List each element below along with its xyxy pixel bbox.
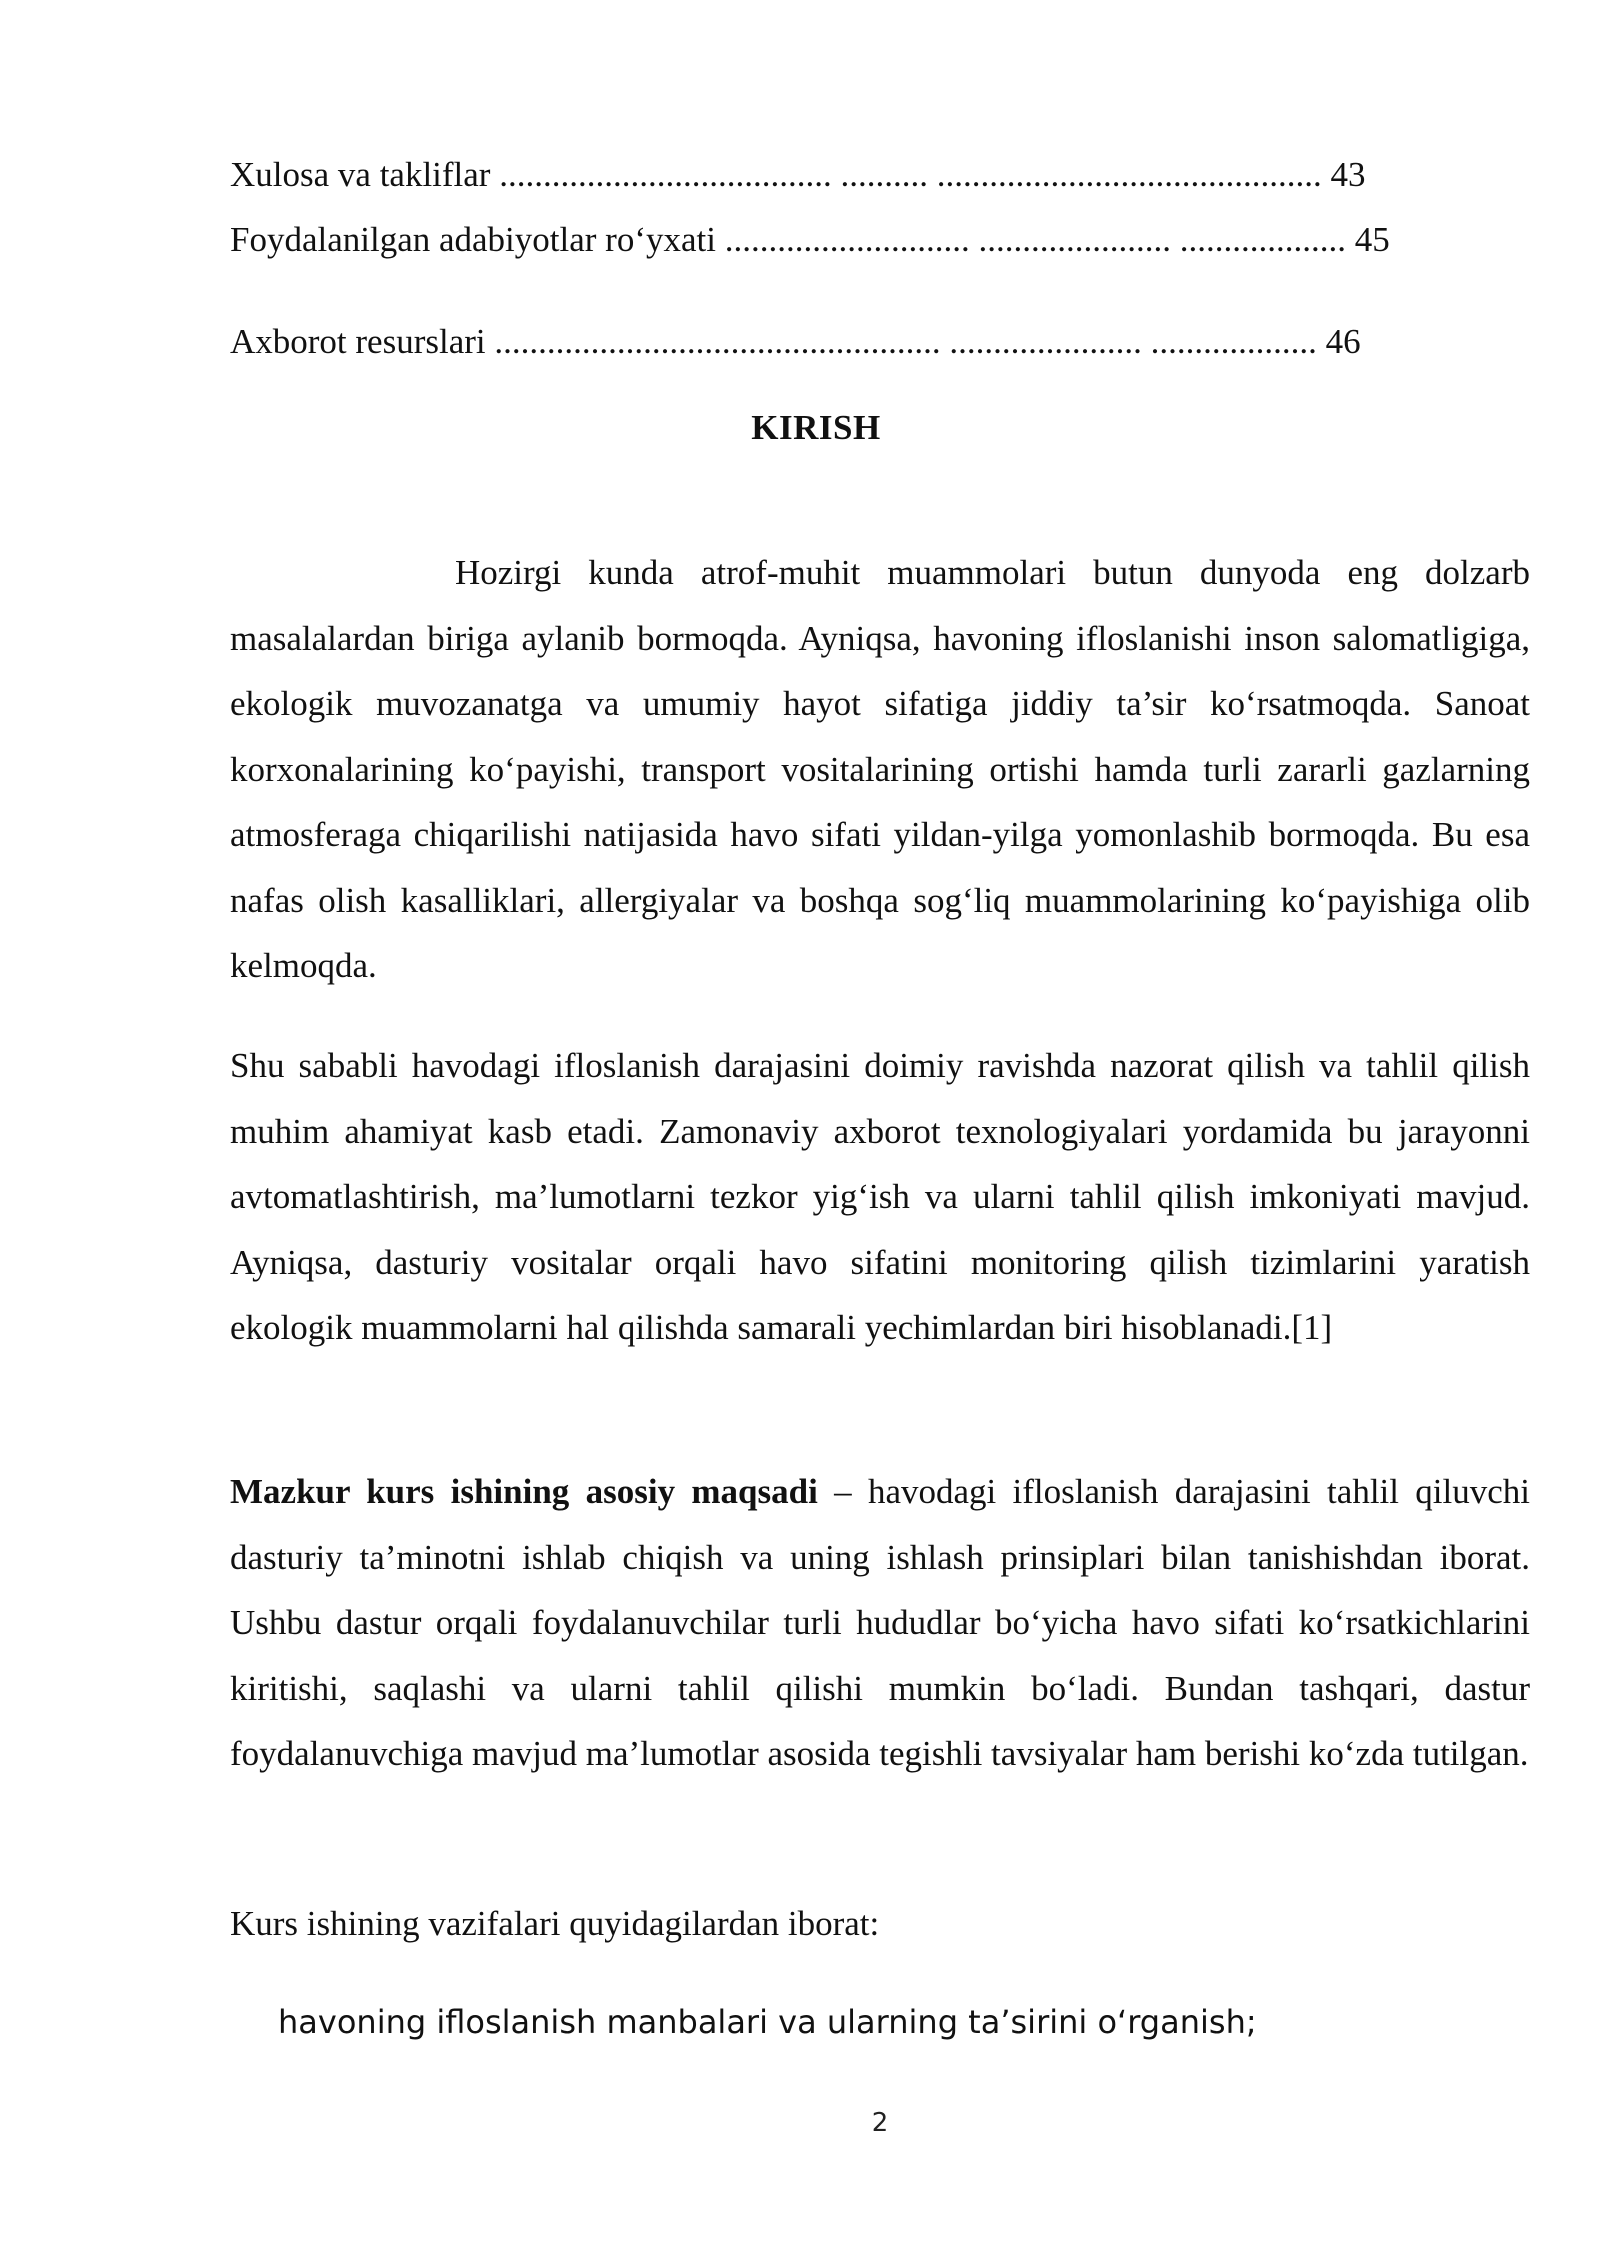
paragraph-text: Hozirgi kunda atrof-muhit muammolari butun dunyoda eng dolzarb masalalardan biriga aylanib bormoqda. Ayniqsa, havoning ifloslanishi inson salomatligiga, ekologik muvozanatga va umumiy hayot sifatiga jiddiy ta’sir ko‘rsatmoqda. Sanoat korxonalarining ko‘payishi, transport vositalarining ortishi hamda turli zararli gazlarning atmosferaga chiqarilishi natijasida havo sifati yildan-yilga yomonlashib bormoqda. Bu esa nafas olish kasalliklari, allergiyalar va boshqa sog‘liq muammolarining ko‘payishiga olib kelmoqda.	[230, 553, 1530, 985]
task-list-item: havoning ifloslanish manbalari va ularning ta’sirini o‘rganish;	[278, 2003, 1257, 2041]
paragraph-tasks-intro: Kurs ishining vazifalari quyidagilardan iborat:	[230, 1904, 880, 1943]
goal-text: – havodagi ifloslanish darajasini tahlil qiluvchi dasturiy ta’minotni ishlab chiqish va uning ishlash prinsiplari bilan tanishishdan iborat. Ushbu dastur orqali foydalanuvchilar turli hududlar bo‘yicha havo sifati ko‘rsatkichlarini kiritishi, saqlashi va ularni tahlil qilishi mumkin bo‘ladi. Bundan tashqari, dastur foydalanuvchiga mavjud ma’lumotlar asosida tegishli tavsiyalar ham berishi ko‘zda tutilgan.	[230, 1472, 1531, 1773]
toc-entry: Xulosa va takliflar ...................................... .......... ............................................ 43	[230, 155, 1366, 194]
toc-entry: Axborot resurslari ................................................... ...................... ................... 46	[230, 322, 1361, 361]
paragraph-intro	[230, 540, 1530, 999]
goal-label: Mazkur kurs ishining asosiy maqsadi	[230, 1472, 818, 1511]
page-number: 2	[871, 2108, 889, 2138]
paragraph-goal	[230, 1459, 1530, 1787]
toc-entry: Foydalanilgan adabiyotlar ro‘yxati ............................ ...................... ................... 45	[230, 220, 1390, 259]
paragraph-monitoring: Shu sababli havodagi ifloslanish darajasini doimiy ravishda nazorat qilish va tahlil qilish muhim ahamiyat kasb etadi. Zamonaviy axborot texnologiyalari yordamida bu jarayonni avtomatlashtirish, ma’lumotlarni tezkor yig‘ish va ularni tahlil qilish imkoniyati mavjud. Ayniqsa, dasturiy vositalar orqali havo sifatini monitoring qilish tizimlarini yaratish ekologik muammolarni hal qilishda samarali yechimlardan biri hisoblanadi.[1]	[230, 1046, 1530, 1347]
section-heading: KIRISH	[751, 408, 881, 447]
